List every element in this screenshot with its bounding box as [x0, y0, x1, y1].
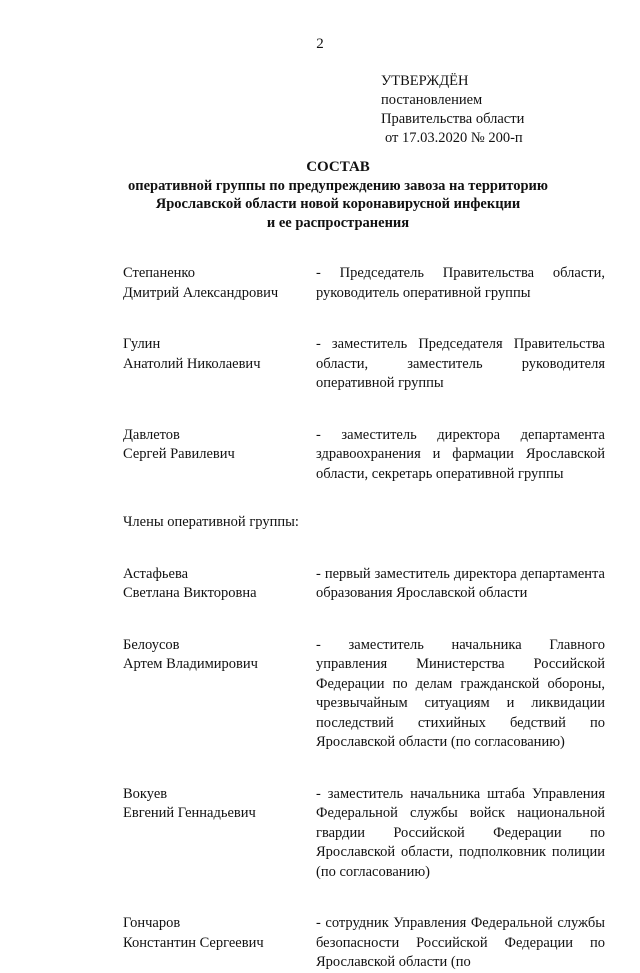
- title-line-3: и ее распространения: [266, 214, 410, 231]
- person-given-name: Анатолий Николаевич: [123, 355, 261, 372]
- person-name: [123, 914, 316, 973]
- person-given-name: Евгений Геннадьевич: [123, 805, 256, 821]
- person-role: - заместитель начальника штаба Управления Федеральной службы войск национальной гвардии Российской Федерации по Ярославской области, подполковник полиции (по согласованию): [316, 785, 605, 880]
- person-name: [123, 426, 316, 485]
- person-surname: Давлетов: [123, 426, 180, 443]
- roster-entry-member: [123, 565, 605, 604]
- person-surname: Гончаров: [123, 915, 181, 931]
- person-surname: Вокуев: [123, 785, 168, 802]
- person-surname: Белоусов: [123, 636, 180, 653]
- title-line-1: оперативной группы по предупреждению завоза на территорию: [128, 177, 548, 194]
- roster-entry-member: [123, 636, 605, 753]
- approval-line-resolution: постановлением: [381, 92, 483, 108]
- person-role: - Председатель Правительства области, руководитель оперативной группы: [316, 265, 605, 301]
- roster-entry-leader: [123, 335, 605, 394]
- members-label: Члены оперативной группы:: [123, 514, 299, 530]
- roster-entry-leader: [123, 426, 605, 485]
- roster: [123, 264, 605, 973]
- title-heading: СОСТАВ: [306, 159, 370, 175]
- person-surname: Астафьева: [123, 565, 189, 582]
- page-number: 2: [316, 36, 324, 52]
- person-surname: Степаненко: [123, 265, 195, 281]
- approval-line-approved: УТВЕРЖДЁН: [381, 73, 469, 89]
- person-name: [123, 565, 316, 604]
- person-given-name: Артем Владимирович: [123, 656, 258, 672]
- approval-line-government: Правительства области: [381, 111, 525, 127]
- approval-stamp: [381, 72, 524, 148]
- document-title: [96, 158, 580, 232]
- title-line-2: Ярославской области новой коронавирусной инфекции: [155, 196, 521, 212]
- person-given-name: Дмитрий Александрович: [123, 284, 279, 301]
- roster-entry-member: [123, 914, 605, 973]
- person-role: - заместитель начальника Главного управления Министерства Российской Федерации по делам гражданской обороны, чрезвычайным ситуациям и ликвидации последствий стихийных бедствий по Ярославской области (по согласованию): [316, 636, 605, 750]
- person-role: - сотрудник Управления Федеральной службы безопасности Российской Федерации по Ярославской области (по: [316, 915, 605, 970]
- person-name: [123, 335, 316, 394]
- person-name: [123, 636, 316, 753]
- roster-entry-leader: [123, 264, 605, 303]
- person-role: - заместитель Председателя Правительства области, заместитель руководителя оперативной группы: [316, 336, 605, 391]
- person-given-name: Сергей Равилевич: [123, 446, 235, 462]
- roster-entry-member: [123, 785, 605, 883]
- person-role: - заместитель директора департамента здравоохранения и фармации Ярославской области, секретарь оперативной группы: [316, 426, 605, 482]
- person-given-name: Константин Сергеевич: [123, 934, 264, 951]
- person-role: - первый заместитель директора департамента образования Ярославской области: [316, 565, 605, 601]
- person-name: [123, 264, 316, 303]
- person-surname: Гулин: [123, 336, 161, 352]
- person-given-name: Светлана Викторовна: [123, 585, 257, 601]
- approval-line-date: от 17.03.2020 № 200-п: [385, 130, 523, 146]
- person-name: [123, 785, 316, 883]
